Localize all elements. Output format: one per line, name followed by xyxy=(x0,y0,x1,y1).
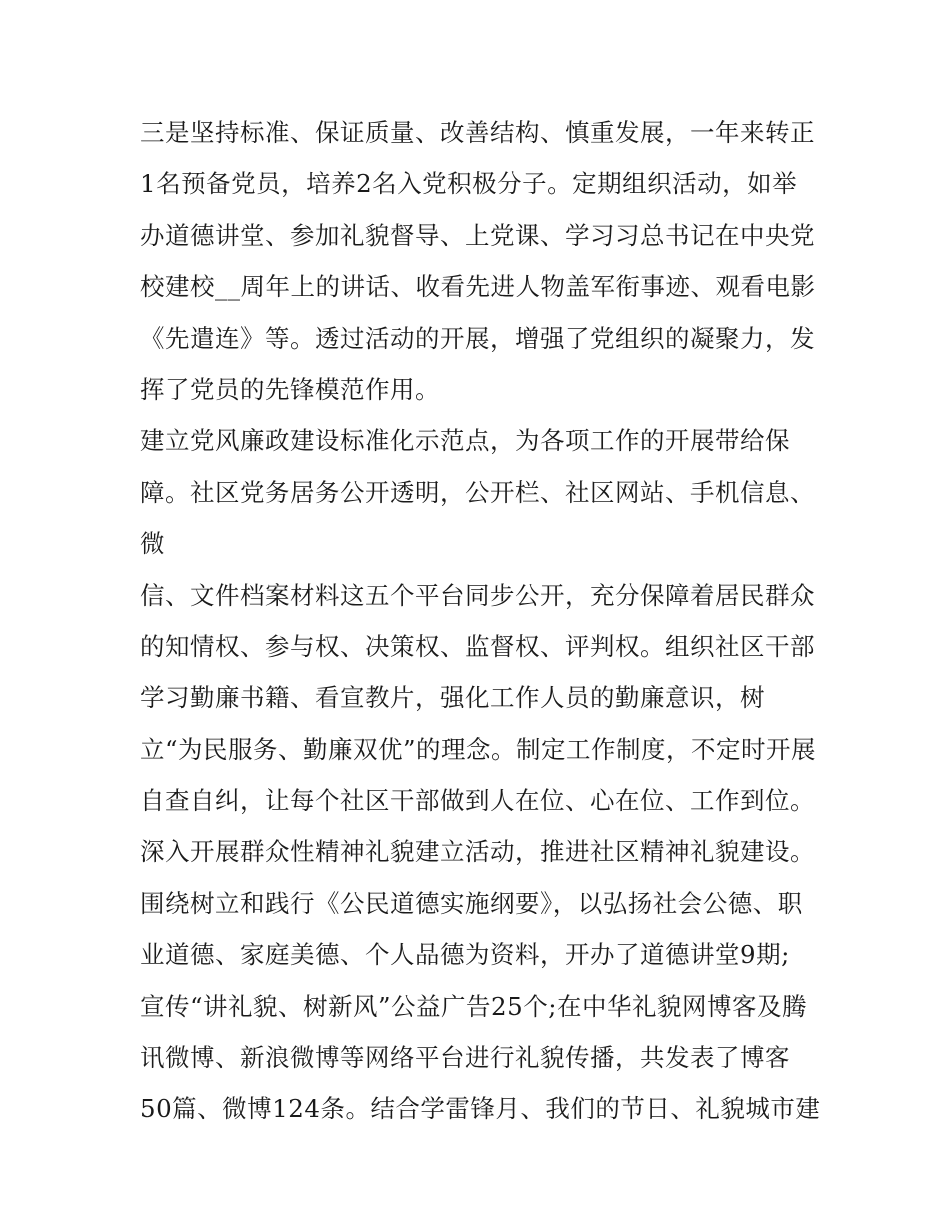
text-line: 宣传“讲礼貌、树新风”公益广告25个;在中华礼貌网博客及腾 xyxy=(140,991,807,1021)
text-line: 讯微博、新浪微博等网络平台进行礼貌传播，共发表了博客 xyxy=(140,1043,790,1073)
text-line: 建立党风廉政建设标准化示范点，为各项工作的开展带给保 xyxy=(140,426,790,456)
text-line: 1名预备党员，培养2名入党积极分子。定期组织活动，如举 xyxy=(140,169,798,199)
text-line: 校建校__周年上的讲话、收看先进人物盖军衔事迹、观看电影 xyxy=(140,272,816,302)
text-line: 《先遣连》等。透过活动的开展，增强了党组织的凝聚力，发 xyxy=(140,323,815,353)
text-line: 办道德讲堂、参加礼貌督导、上党课、学习习总书记在中央党 xyxy=(140,220,815,250)
body-text xyxy=(140,107,820,1135)
text-line: 三是坚持标准、保证质量、改善结构、慎重发展，一年来转正 xyxy=(140,118,815,147)
text-line: 深入开展群众性精神礼貌建立活动，推进社区精神礼貌建设。 xyxy=(140,837,815,867)
text-line: 自查自纠，让每个社区干部做到人在位、心在位、工作到位。 xyxy=(140,786,815,816)
text-line: 信、文件档案材料这五个平台同步公开，充分保障着居民群众 xyxy=(140,580,815,610)
text-line: 微 xyxy=(140,529,165,559)
text-line: 学习勤廉书籍、看宣教片，强化工作人员的勤廉意识，树 xyxy=(140,683,765,713)
text-line: 挥了党员的先锋模范作用。 xyxy=(140,374,440,404)
text-line: 业道德、家庭美德、个人品德为资料，开办了道德讲堂9期; xyxy=(140,940,790,970)
text-line: 的知情权、参与权、决策权、监督权、评判权。组织社区干部 xyxy=(140,631,815,661)
text-line: 立“为民服务、勤廉双优”的理念。制定工作制度，不定时开展 xyxy=(140,734,817,764)
text-line: 50篇、微博124条。结合学雷锋月、我们的节日、礼貌城市建 xyxy=(140,1094,821,1124)
text-line: 障。社区党务居务公开透明，公开栏、社区网站、手机信息、 xyxy=(140,477,815,507)
text-line: 围绕树立和践行《公民道德实施纲要》，以弘扬社会公德、职 xyxy=(140,888,803,918)
